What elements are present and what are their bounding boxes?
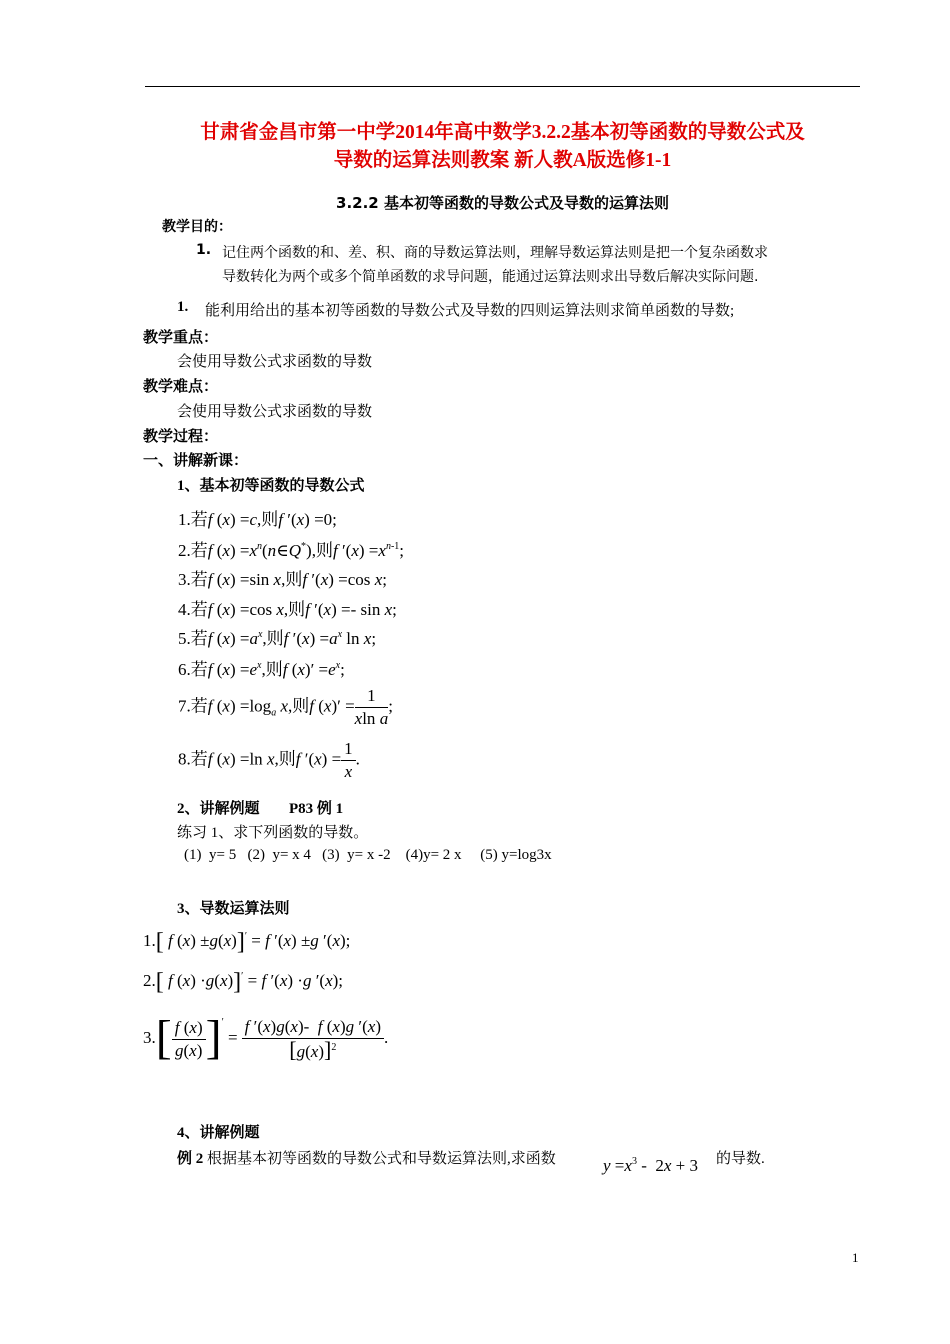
title-line-2: 导数的运算法则教案 新人教A版选修1-1 <box>333 150 672 171</box>
section-2-heading: 2、讲解例题 <box>177 801 260 817</box>
header-rule <box>145 86 860 87</box>
example-2-label: 例 2 <box>177 1151 204 1167</box>
example-2-function: $y =x^3 - 2x + 3$ <box>603 1156 698 1175</box>
objective-1-line-2: 导数转化为两个或多个简单函数的求导问题，能通过运算法则求出导数后解决实际问题. <box>222 269 759 285</box>
example-2 <box>177 1147 556 1168</box>
key-points-heading: 教学重点： <box>143 330 219 346</box>
formula-1: 1.若f (x) =c,则f ′(x) =0; <box>178 510 337 529</box>
objective-2-text: 能利用给出的基本初等函数的导数公式及导数的四则运算法则求简单函数的导数; <box>205 303 735 319</box>
difficulty-text: 会使用导数公式求函数的导数 <box>177 404 373 420</box>
example-2-text: 根据基本初等函数的导数公式和导数运算法则,求函数 <box>207 1151 556 1167</box>
objective-1-number: 1. <box>196 242 212 258</box>
section-4-heading: 4、讲解例题 <box>177 1125 260 1141</box>
title-line-1: 甘肃省金昌市第一中学2014年高中数学3.2.2基本初等函数的导数公式及 <box>200 122 805 143</box>
section-1-1-heading: 1、基本初等函数的导数公式 <box>177 478 365 494</box>
formula-6: 6.若f $(x) =e^x$,则f $(x)' =e^x$; <box>178 660 345 679</box>
example-2-tail: 的导数. <box>716 1151 765 1167</box>
process-heading: 教学过程： <box>143 429 219 445</box>
document-title <box>140 119 865 175</box>
rule-sum: 1.[ f (x) ±g(x)]′ = f ′(x) ±g ′(x); <box>143 929 351 955</box>
formula-7: 7.若f $(x) =\log_a$ x,则f (x)′ = $\frac{1}{\text{xln a}}$ ; <box>178 686 393 728</box>
objective-2-number: 1. <box>177 299 189 315</box>
exercise-label: 练习 1、求下列函数的导数。 <box>177 825 369 841</box>
key-points-text: 会使用导数公式求函数的导数 <box>177 354 373 370</box>
formula-3: 3.若f (x) =sin x,则f ′(x) =cos x; <box>178 570 387 589</box>
difficulty-heading: 教学难点： <box>143 379 219 395</box>
lesson-subtitle: 3.2.2 基本初等函数的导数公式及导数的运算法则 <box>336 194 669 212</box>
rule-product: 2.[ f (x) ·g(x)]′ = f ′(x) ·g ′(x); <box>143 969 344 995</box>
formula-8: 8.若f (x) =ln x,则f ′(x) = $\frac{1}{x}$ . <box>178 739 360 781</box>
formula-2: 2.若f $(x) =x^n(n\in Q^*)$,则f $'(x) =x^{n-1}$; <box>178 541 405 560</box>
rule-quotient: 3.[ $\frac{f (x)}{g(x)}$ ]′ = $\frac{f '(x)g(x)- f (x)g '(x)}{[g(x)]^2}$ . <box>143 1011 389 1064</box>
exercise-items: (1) y= 5 (2) y= x 4 (3) y= x -2 (4)y= 2 x (5) y=log3x <box>184 847 552 863</box>
section-1-heading: 一、讲解新课： <box>143 453 249 469</box>
section-3-heading: 3、导数运算法则 <box>177 901 290 917</box>
formula-4: 4.若f (x) =cos x,则f ′(x) =- sin x; <box>178 600 397 619</box>
page-number: 1 <box>852 1250 859 1265</box>
formula-5: 5.若f $(x) =a^x$,则f $'(x) =a^x$ ln x; <box>178 629 377 648</box>
section-2-reference: P83 例 1 <box>289 801 344 817</box>
objectives-heading: 教学目的： <box>162 219 232 235</box>
objective-1-line-1: 记住两个函数的和、差、积、商的导数运算法则，理解导数运算法则是把一个复杂函数求 <box>222 245 768 261</box>
